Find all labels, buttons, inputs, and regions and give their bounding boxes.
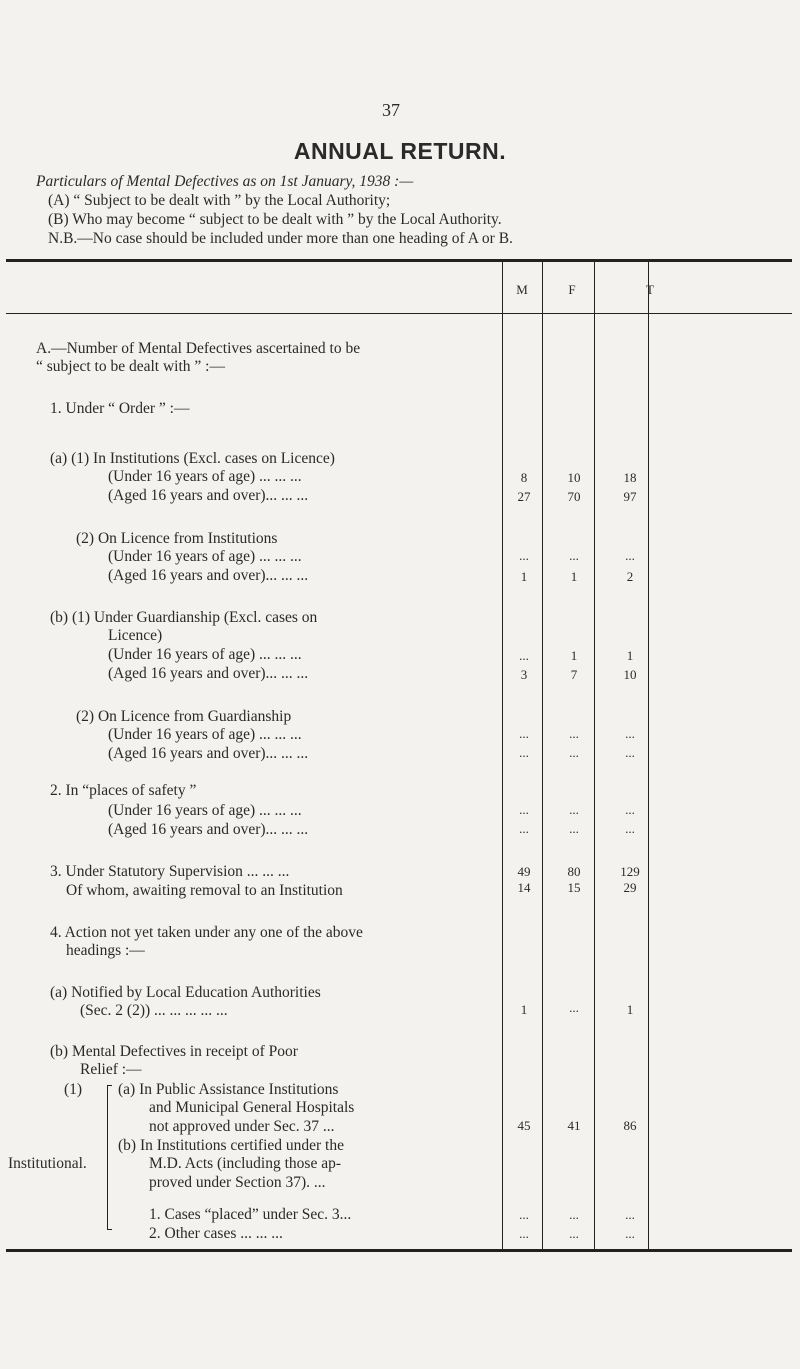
item-4a-notified: (a) Notified by Local Education Authorities xyxy=(50,984,321,1001)
cell-b1-a16-f: 7 xyxy=(570,667,578,682)
cell-c2-m: ... xyxy=(519,1226,529,1241)
cell-s2-u16-m: ... xyxy=(519,802,529,817)
page-title: ANNUAL RETURN. xyxy=(293,138,507,164)
cell-b1-u16-m: ... xyxy=(519,648,529,663)
label-under-16: (Under 16 years of age) ... ... ... xyxy=(108,646,302,663)
cell-b2-a16-t: ... xyxy=(625,745,635,760)
cell-institutional-f: 41 xyxy=(567,1118,581,1133)
section-a-heading: A.—Number of Mental Defectives ascertained to be xyxy=(36,340,361,357)
label-under-16: (Under 16 years of age) ... ... ... xyxy=(108,726,302,743)
item-4-action-not-taken: 4. Action not yet taken under any one of the above xyxy=(50,924,363,941)
table-top-rule xyxy=(6,259,792,262)
cell-a2-u16-t: ... xyxy=(625,548,635,563)
item-pb-2: M.D. Acts (including those ap- xyxy=(149,1155,342,1172)
institutional-bracket xyxy=(107,1085,112,1230)
cell-a1-a16-t: 97 xyxy=(623,489,637,504)
cell-a2-u16-f: ... xyxy=(569,548,579,563)
intro-line-a: (A) “ Subject to be dealt with ” by the Local Authority; xyxy=(48,192,391,209)
item-2-places-of-safety: 2. In “places of safety ” xyxy=(50,782,197,799)
cell-b2-a16-f: ... xyxy=(569,745,579,760)
item-b1-licence: Licence) xyxy=(108,627,163,644)
item-pb-1: (b) In Institutions certified under the xyxy=(118,1137,344,1154)
cell-a2-a16-t: 2 xyxy=(626,569,634,584)
cell-c1-f: ... xyxy=(569,1207,579,1222)
label-aged-16: (Aged 16 years and over)... ... ... xyxy=(108,665,309,682)
cell-b2-u16-t: ... xyxy=(625,726,635,741)
item-other-cases: 2. Other cases ... ... ... xyxy=(149,1225,283,1242)
cell-a1-u16-m: 8 xyxy=(520,470,528,485)
institutional-label: Institutional. xyxy=(8,1155,87,1172)
label-aged-16: (Aged 16 years and over)... ... ... xyxy=(108,567,309,584)
cell-s3-t: 129 xyxy=(620,864,640,879)
cell-b2-a16-m: ... xyxy=(519,745,529,760)
header-t: T xyxy=(646,282,654,297)
cell-a2-a16-m: 1 xyxy=(520,569,528,584)
cell-s4a-f: ... xyxy=(569,1000,579,1015)
cell-a1-a16-m: 27 xyxy=(517,489,531,504)
item-4a-section: (Sec. 2 (2)) ... ... ... ... ... xyxy=(80,1002,228,1019)
label-aged-16: (Aged 16 years and over)... ... ... xyxy=(108,821,309,838)
item-b2-licence-guardianship: (2) On Licence from Guardianship xyxy=(76,708,292,725)
cell-s3-m: 49 xyxy=(517,864,531,879)
cell-b1-u16-f: 1 xyxy=(570,648,578,663)
cell-s4a-m: 1 xyxy=(520,1002,528,1017)
item-pa-2: and Municipal General Hospitals xyxy=(149,1099,355,1116)
item-4b-number-one: (1) xyxy=(64,1081,83,1098)
cell-a1-u16-t: 18 xyxy=(623,470,637,485)
item-3-awaiting-removal: Of whom, awaiting removal to an Institution xyxy=(66,882,343,899)
item-4b-poor-relief: (b) Mental Defectives in receipt of Poor xyxy=(50,1043,298,1060)
item-4b-relief: Relief :— xyxy=(80,1061,142,1078)
cell-s3b-f: 15 xyxy=(567,880,581,895)
cell-institutional-t: 86 xyxy=(623,1118,637,1133)
cell-a2-u16-m: ... xyxy=(519,548,529,563)
cell-s2-a16-m: ... xyxy=(519,821,529,836)
item-b1-guardianship: (b) (1) Under Guardianship (Excl. cases on xyxy=(50,609,318,626)
intro-heading: Particulars of Mental Defectives as on 1st January, 1938 :— xyxy=(36,173,414,190)
cell-a1-a16-f: 70 xyxy=(567,489,581,504)
cell-b1-a16-m: 3 xyxy=(520,667,528,682)
header-f: F xyxy=(568,282,576,297)
cell-b2-u16-f: ... xyxy=(569,726,579,741)
label-under-16: (Under 16 years of age) ... ... ... xyxy=(108,548,302,565)
item-pa-3: not approved under Sec. 37 ... xyxy=(149,1118,335,1135)
label-aged-16: (Aged 16 years and over)... ... ... xyxy=(108,487,309,504)
cell-b1-u16-t: 1 xyxy=(626,648,634,663)
cell-c2-f: ... xyxy=(569,1226,579,1241)
item-cases-placed: 1. Cases “placed” under Sec. 3... xyxy=(149,1206,352,1223)
page-number: 37 xyxy=(382,100,400,120)
cell-c1-m: ... xyxy=(519,1207,529,1222)
intro-note: N.B.—No case should be included under more than one heading of A or B. xyxy=(48,230,513,247)
header-m: M xyxy=(516,282,528,297)
cell-c1-t: ... xyxy=(625,1207,635,1222)
item-1-under-order: 1. Under “ Order ” :— xyxy=(50,400,190,417)
cell-s2-u16-t: ... xyxy=(625,802,635,817)
cell-institutional-m: 45 xyxy=(517,1118,531,1133)
item-pb-3: proved under Section 37). ... xyxy=(149,1174,326,1191)
cell-b1-a16-t: 10 xyxy=(623,667,637,682)
intro-block xyxy=(36,172,786,248)
cell-s3-f: 80 xyxy=(567,864,581,879)
label-aged-16: (Aged 16 years and over)... ... ... xyxy=(108,745,309,762)
cell-a1-u16-f: 10 xyxy=(567,470,581,485)
label-under-16: (Under 16 years of age) ... ... ... xyxy=(108,802,302,819)
header-underline xyxy=(6,313,792,314)
cell-a2-a16-f: 1 xyxy=(570,569,578,584)
cell-s4a-t: 1 xyxy=(626,1002,634,1017)
cell-s2-a16-f: ... xyxy=(569,821,579,836)
item-4-headings: headings :— xyxy=(66,942,145,959)
item-a2-licence: (2) On Licence from Institutions xyxy=(76,530,278,547)
cell-s2-a16-t: ... xyxy=(625,821,635,836)
cell-s2-u16-f: ... xyxy=(569,802,579,817)
cell-s3b-m: 14 xyxy=(517,880,531,895)
item-a1-institutions: (a) (1) In Institutions (Excl. cases on Licence) xyxy=(50,450,335,467)
label-under-16: (Under 16 years of age) ... ... ... xyxy=(108,468,302,485)
cell-c2-t: ... xyxy=(625,1226,635,1241)
intro-line-b: (B) Who may become “ subject to be dealt with ” by the Local Authority. xyxy=(48,211,502,228)
table-bottom-rule xyxy=(6,1249,792,1252)
cell-b2-u16-m: ... xyxy=(519,726,529,741)
cell-s3b-t: 29 xyxy=(623,880,637,895)
item-3-statutory-supervision: 3. Under Statutory Supervision ... ... ... xyxy=(50,863,290,880)
section-a-heading-2: “ subject to be dealt with ” :— xyxy=(36,358,225,375)
item-pa-1: (a) In Public Assistance Institutions xyxy=(118,1081,339,1098)
